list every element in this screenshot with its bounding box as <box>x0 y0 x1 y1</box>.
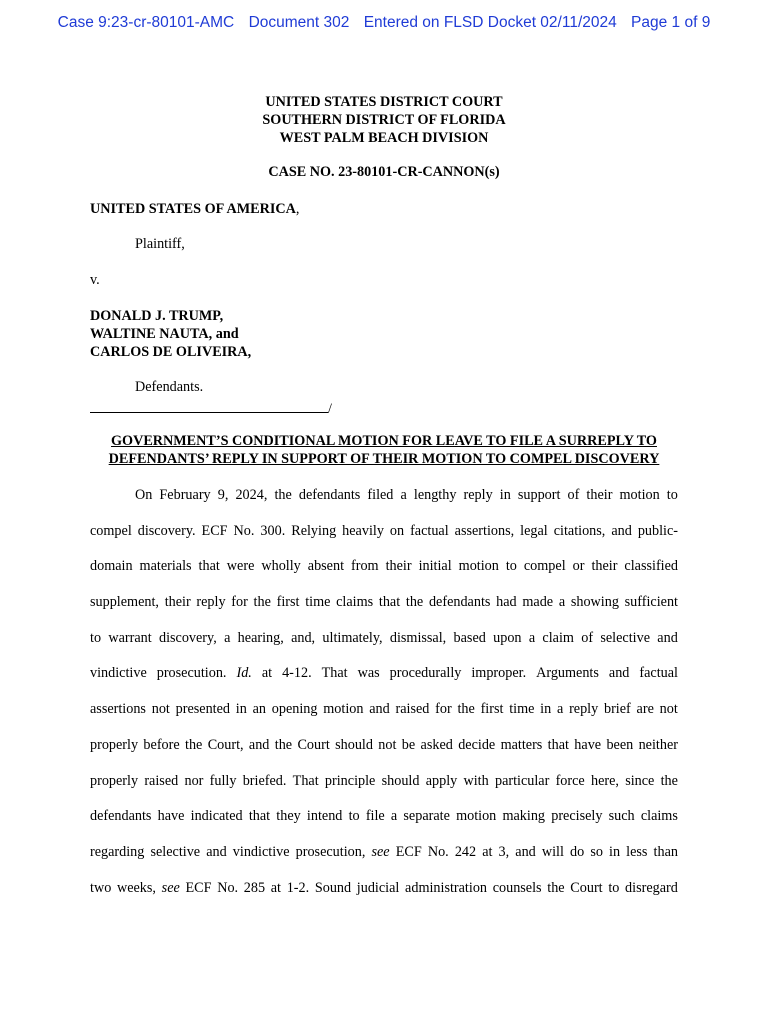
word: and <box>611 522 632 539</box>
word: of <box>567 487 580 503</box>
word: briefed. <box>242 772 287 789</box>
word: should <box>381 772 420 789</box>
versus: v. <box>90 272 100 288</box>
body-line <box>90 806 678 842</box>
word: public- <box>637 522 678 539</box>
word: and, <box>291 629 316 646</box>
word: made <box>522 594 554 611</box>
word: 2024, <box>235 487 268 503</box>
word: such <box>608 808 635 825</box>
header-case-number: Case 9:23-cr-80101-AMC <box>57 14 235 31</box>
word: defendants <box>298 487 361 503</box>
court-district: SOUTHERN DISTRICT OF FLORIDA <box>262 112 506 129</box>
word: not <box>378 736 397 753</box>
word: initial <box>418 558 452 575</box>
caption-rule <box>90 398 332 418</box>
word: force <box>555 772 585 789</box>
header-page-number: Page 1 of 9 <box>631 14 711 31</box>
word: a <box>556 701 564 718</box>
word: time <box>509 701 535 718</box>
word: have <box>574 736 602 753</box>
word: improper. <box>471 665 527 682</box>
word: separate <box>403 808 450 825</box>
word: No. <box>427 843 449 860</box>
word: principle <box>324 772 376 789</box>
word: Court <box>297 736 330 753</box>
word: motion <box>458 558 499 575</box>
word: in <box>540 701 552 718</box>
word: at <box>270 879 281 896</box>
word: to <box>666 487 678 503</box>
word: here, <box>590 772 619 789</box>
motion-title-line-1: GOVERNMENT’S CONDITIONAL MOTION FOR LEAVE TO FILE A SURREPLY TO <box>111 433 657 449</box>
word: 285 <box>243 879 266 896</box>
word: properly <box>90 772 139 789</box>
word: vindictive <box>232 843 290 860</box>
case-number: CASE NO. 23-80101-CR-CANNON(s) <box>268 164 500 180</box>
word: absent <box>307 558 345 575</box>
body-line <box>90 556 678 592</box>
defendant-2: WALTINE NAUTA, and <box>90 326 239 343</box>
word: prosecution, <box>295 843 366 860</box>
word: Arguments <box>536 665 599 682</box>
word: reply <box>569 701 599 718</box>
word: not <box>659 701 678 718</box>
word: that <box>547 736 569 753</box>
word: reply <box>463 487 493 503</box>
word: their <box>586 487 613 503</box>
word: will <box>541 843 564 860</box>
word: that <box>378 594 401 611</box>
word: counsels <box>492 879 542 896</box>
word: and <box>248 736 270 753</box>
word: defendants <box>428 594 491 611</box>
motion-body <box>90 485 678 913</box>
word: had <box>496 594 517 611</box>
word: motion <box>619 487 660 503</box>
word: 4-12. <box>282 665 312 682</box>
word: properly <box>90 736 139 753</box>
body-line <box>90 699 678 735</box>
word: in <box>609 843 621 860</box>
word: of <box>581 629 594 646</box>
word: two <box>90 879 112 896</box>
word: a <box>528 629 536 646</box>
word: filed <box>367 487 394 503</box>
word: less <box>626 843 648 860</box>
word: in <box>235 701 247 718</box>
word: raised <box>395 701 430 718</box>
word: and <box>206 843 227 860</box>
word: Sound <box>314 879 352 896</box>
word: time <box>305 594 331 611</box>
word: presented <box>175 701 231 718</box>
word: support <box>517 487 561 503</box>
motion-title-line-2: DEFENDANTS’ REPLY IN SUPPORT OF THEIR MOTION TO COMPEL DISCOVERY <box>108 451 660 468</box>
word: and <box>369 701 390 718</box>
word: been <box>606 736 634 753</box>
defendant-list <box>90 307 251 362</box>
word: disregard <box>625 879 678 896</box>
word: ECF <box>185 879 212 896</box>
word: a <box>400 487 407 503</box>
header-document-number: Document 302 <box>248 14 350 31</box>
word: the <box>660 772 678 789</box>
word: domain <box>90 558 133 575</box>
word: ECF <box>395 843 422 860</box>
word: opening <box>271 701 318 718</box>
word: discovery. <box>137 522 196 539</box>
court-division: WEST PALM BEACH DIVISION <box>279 130 489 147</box>
word: their <box>591 558 618 575</box>
word: claims <box>336 594 374 611</box>
word: procedurally <box>389 665 462 682</box>
word: Court, <box>207 736 244 753</box>
word: On <box>135 487 153 503</box>
word: based <box>453 629 486 646</box>
word: 242 <box>454 843 477 860</box>
word: and <box>657 629 678 646</box>
word: file <box>365 808 385 825</box>
plaintiff-name: UNITED STATES OF AMERICA <box>90 201 296 217</box>
word: upon <box>493 629 522 646</box>
word: first <box>480 701 504 718</box>
word: than <box>653 843 678 860</box>
word: brief <box>603 701 631 718</box>
word: their <box>164 594 191 611</box>
motion-title <box>90 432 678 468</box>
plaintiff-name-line <box>90 201 299 218</box>
word: that <box>248 808 271 825</box>
word: on <box>389 522 405 539</box>
word: and <box>515 843 536 860</box>
word: the <box>274 736 293 753</box>
word: the <box>547 879 565 896</box>
word: nor <box>184 772 204 789</box>
word: factual <box>639 665 678 682</box>
word: should <box>335 736 373 753</box>
word: the <box>253 594 271 611</box>
word: Relying <box>291 522 337 539</box>
word: do <box>570 843 585 860</box>
word: neither <box>638 736 678 753</box>
word: citations, <box>553 522 606 539</box>
word: to <box>608 879 620 896</box>
word: 3, <box>498 843 510 860</box>
header-entered-date: Entered on FLSD Docket 02/11/2024 <box>363 14 617 31</box>
word: 1-2. <box>286 879 310 896</box>
word: their <box>385 558 412 575</box>
word: materials <box>139 558 192 575</box>
word: selective <box>150 843 201 860</box>
court-name: UNITED STATES DISTRICT COURT <box>265 94 503 110</box>
body-line <box>90 771 678 807</box>
word: at <box>482 843 493 860</box>
court-heading <box>0 93 768 148</box>
word: dismissal, <box>389 629 447 646</box>
word: ECF <box>201 522 228 539</box>
word: heavily <box>342 522 384 539</box>
word: reply <box>196 594 226 611</box>
word: judicial <box>356 879 400 896</box>
body-line <box>90 735 678 771</box>
word: are <box>636 701 654 718</box>
plaintiff-comma: , <box>295 201 300 217</box>
word: Id. <box>236 665 252 682</box>
word: and <box>608 665 630 682</box>
word: legal <box>520 522 548 539</box>
word: defendants <box>90 808 152 825</box>
word: discovery, <box>158 629 217 646</box>
word: precisely <box>551 808 603 825</box>
defendant-1: DONALD J. TRUMP, <box>90 308 224 324</box>
body-line <box>90 521 678 557</box>
word: not <box>151 701 170 718</box>
word: they <box>276 808 301 825</box>
word: hearing, <box>237 629 284 646</box>
word: asked <box>420 736 453 753</box>
word: assertions, <box>454 522 515 539</box>
word: ultimately, <box>322 629 383 646</box>
word: the <box>274 487 292 503</box>
word: prosecution. <box>156 665 227 682</box>
word: Court <box>570 879 603 896</box>
word: No. <box>233 522 255 539</box>
word: factual <box>410 522 449 539</box>
word: see <box>371 843 390 860</box>
word: administration <box>405 879 488 896</box>
word: No. <box>217 879 239 896</box>
word: classified <box>624 558 678 575</box>
word: before <box>143 736 180 753</box>
word: for <box>231 594 248 611</box>
word: the <box>185 736 203 753</box>
word: to <box>505 558 517 575</box>
word: apply <box>425 772 458 789</box>
word: fully <box>209 772 237 789</box>
body-line <box>90 663 678 699</box>
caption-underline <box>90 398 328 413</box>
word: to <box>90 629 102 646</box>
word: compel <box>523 558 566 575</box>
word: from <box>351 558 379 575</box>
word: for <box>435 701 452 718</box>
word: since <box>625 772 655 789</box>
word: matters <box>500 736 543 753</box>
word: the <box>405 594 424 611</box>
word: the <box>457 701 475 718</box>
word: weeks, <box>116 879 156 896</box>
word: or <box>572 558 585 575</box>
word: have <box>157 808 185 825</box>
word: to <box>348 808 360 825</box>
word: was <box>357 665 380 682</box>
word: That <box>292 772 319 789</box>
defendants-label: Defendants. <box>135 379 204 395</box>
word: in <box>499 487 511 503</box>
word: motion <box>323 701 364 718</box>
word: 300. <box>260 522 286 539</box>
word: making <box>502 808 546 825</box>
body-line <box>90 592 678 628</box>
word: February <box>159 487 211 503</box>
defendant-3: CARLOS DE OLIVEIRA, <box>90 344 252 361</box>
word: raised <box>144 772 179 789</box>
word: so <box>590 843 603 860</box>
word: an <box>252 701 266 718</box>
word: claim <box>542 629 574 646</box>
word: intend <box>306 808 343 825</box>
word: see <box>161 879 180 896</box>
word: warrant <box>108 629 152 646</box>
word: a <box>224 629 231 646</box>
word: claims <box>640 808 678 825</box>
word: showing <box>570 594 619 611</box>
word: supplement, <box>90 594 159 611</box>
word: a <box>390 808 398 825</box>
word: regarding <box>90 843 145 860</box>
word: sufficient <box>624 594 678 611</box>
body-line <box>90 878 678 914</box>
word: motion <box>456 808 497 825</box>
word: 9, <box>217 487 229 503</box>
word: were <box>226 558 255 575</box>
caption-slash: / <box>328 401 332 417</box>
word: particular <box>494 772 550 789</box>
word: compel <box>90 522 132 539</box>
word: be <box>401 736 416 753</box>
body-line <box>90 628 678 664</box>
word: that <box>198 558 220 575</box>
word: That <box>321 665 348 682</box>
word: decide <box>458 736 496 753</box>
word: vindictive <box>90 665 147 682</box>
word: indicated <box>190 808 243 825</box>
word: with <box>463 772 489 789</box>
word: wholly <box>261 558 301 575</box>
word: a <box>558 594 566 611</box>
body-line <box>90 842 678 878</box>
word: lengthy <box>413 487 457 503</box>
word: assertions <box>90 701 146 718</box>
body-line <box>90 485 678 521</box>
word: first <box>276 594 300 611</box>
docket-header <box>0 14 768 32</box>
word: at <box>261 665 273 682</box>
word: selective <box>600 629 650 646</box>
plaintiff-label: Plaintiff, <box>135 236 185 252</box>
